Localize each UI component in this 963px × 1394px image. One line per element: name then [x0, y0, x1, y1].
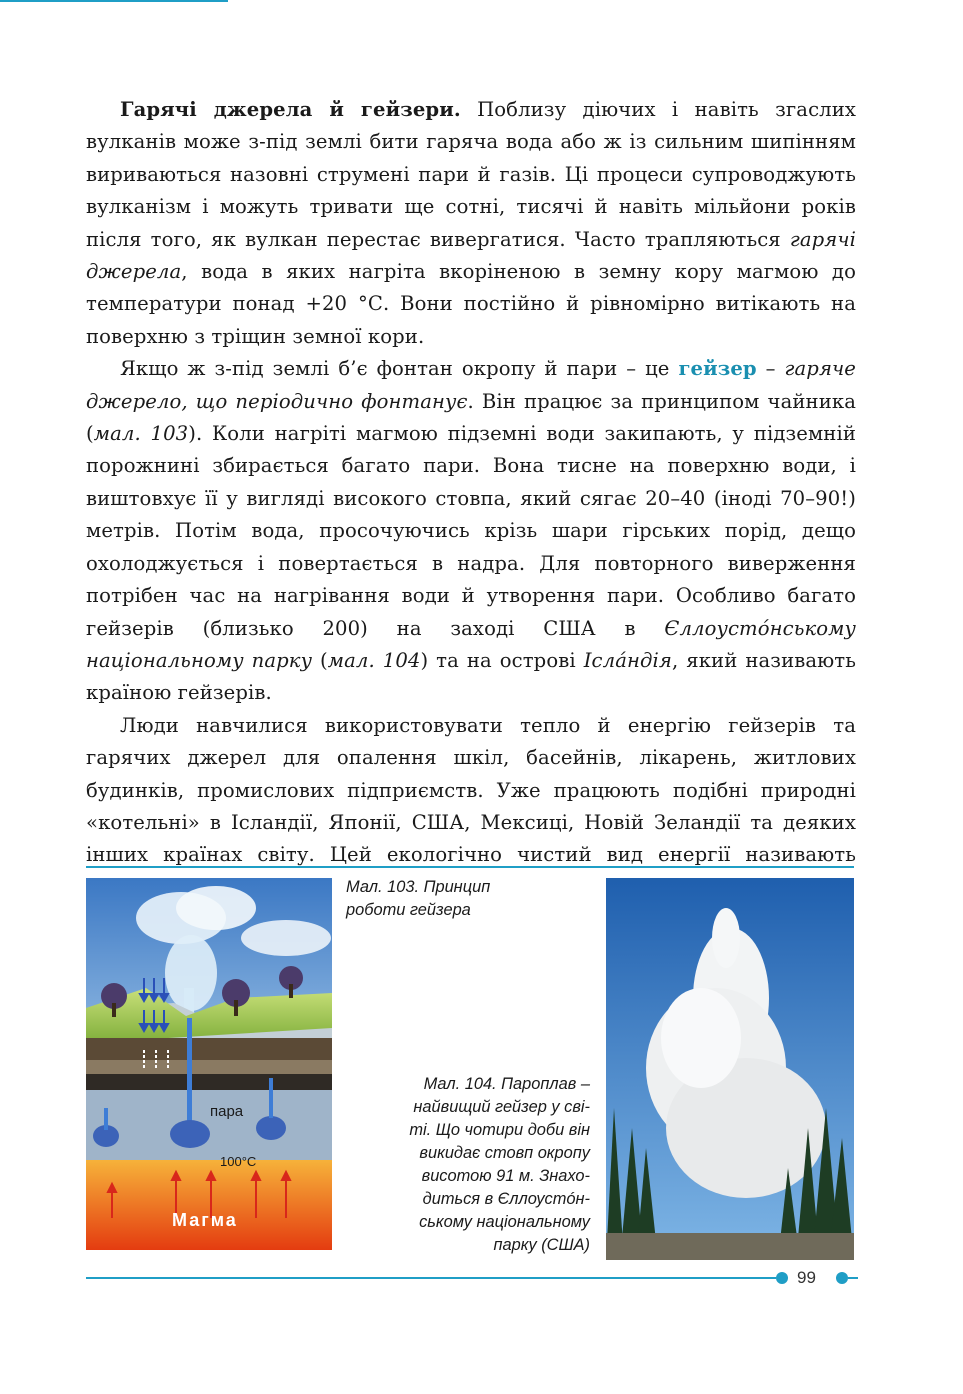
diagram-label-steam: пара [210, 1103, 244, 1120]
diagram-label-magma: Магма [172, 1210, 238, 1230]
dot-right-icon [836, 1272, 848, 1284]
figure-103-caption: Мал. 103. Принцип роботи гейзера [346, 878, 491, 919]
dot-left-icon [776, 1272, 788, 1284]
main-text [86, 94, 856, 904]
section-heading: Гарячі джерела й гейзери. [120, 98, 461, 121]
geyser-diagram [86, 878, 332, 1250]
paragraph-hot-springs: Гарячі джерела й гейзери. Поблизу діючих і навіть згаслих вулканів може з-під землі бити гаряча вода або ж із сильним шипінням вириваються назовні струмені пари й газів. Ці процеси супроводжують вулканізм і можуть тривати ще сотні, тисячі й навіть мільйони років після того, як вулкан перестає вивергатися. Часто трапляються гарячі джерела, вода в яких нагріта вкоріненою в земну кору магмою до температури понад +20 °С. Вони постійно й рівномірно витікають на поверхню з тріщин земної кори. [86, 98, 856, 348]
top-divider [86, 866, 854, 868]
figure-104-caption: Мал. 104. Пароплав – найвищий гейзер у сві- ті. Що чотири доби він викидає стовп окропу висотою 91 м. Знахо- диться в Єллоустóн- ському національному парку (США) [409, 1075, 590, 1254]
page-number: 99 [797, 1268, 816, 1287]
bottom-divider [86, 1277, 776, 1279]
term-geyser: гейзер [678, 357, 757, 381]
geyser-photo [606, 878, 854, 1260]
paragraph-geothermal: Люди навчилися використовувати тепло й енергію гейзерів та гарячих джерел для опалення шкіл, басейнів, лікарень, житлових будинків, промислових підприємств. Уже працюють подібні природні «котельні» в Ісландії, Японії, США, Мексиці, Новій Зеландії та деяких інших країнах світу. Цей екологічно чистий вид енергії називають [86, 713, 856, 867]
diagram-label-temperature: 100°С [220, 1154, 257, 1169]
caption-divider [0, 0, 228, 2]
paragraph-geyser: Якщо ж з-під землі б’є фонтан окропу й пари – це гейзер – гаряче джерело, що періодично фонтанує. Він працює за принципом чайника (мал. 103). Коли нагріті магмою підземні води закипають, у підземній порожнині збирається багато пари. Вона тисне на поверхню води, і виштовхує її у вигляді високого стовпа, який сягає 20–40 (іноді 70–90!) метрів. Потім вода, просочуючись крізь шари гірських порід, дещо охолоджується і повертається в надра. Для повторного виверження потрібен час на нагрівання води й утворення пари. Особливо багато гейзерів (близько 200) на заході США в Єллоустóнському національному парку (мал. 104) та на острові Ісла́ндія, який називають країною гейзерів. [86, 357, 857, 705]
